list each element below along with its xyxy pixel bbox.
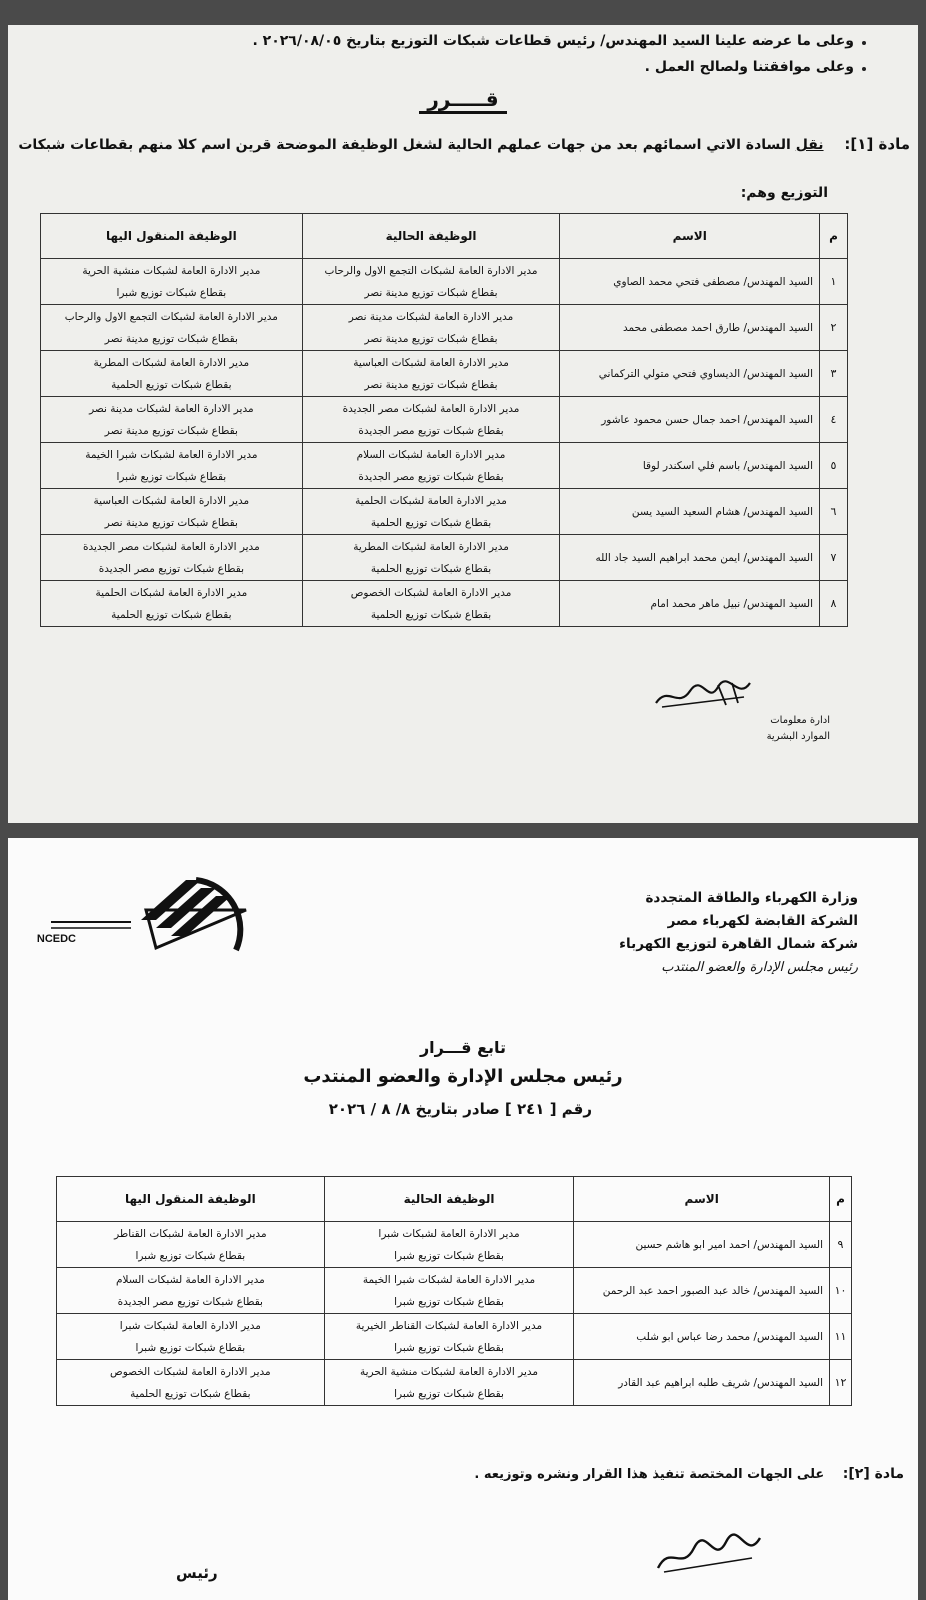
new-job: مدير الادارة العامة لشبكات السلام بقطاع شبكات توزيع مصر الجديدة: [57, 1268, 325, 1314]
current-job: مدير الادارة العامة لشبكات الخصوص بقطاع شبكات توزيع الحلمية: [302, 581, 560, 627]
table-header-row: [41, 214, 848, 259]
col-header-name: الاسم: [574, 1177, 830, 1222]
new-job: مدير الادارة العامة لشبكات العباسية بقطاع شبكات توزيع مدينة نصر: [41, 489, 303, 535]
table-row: [57, 1222, 852, 1268]
decision-title: قـــــرر: [8, 87, 918, 111]
col-header-number: م: [830, 1177, 852, 1222]
company-header: شركة شمال القاهرة لتوزيع الكهرباء: [619, 936, 858, 952]
new-job: مدير الادارة العامة لشبكات التجمع الاول والرحاب بقطاع شبكات توزيع مدينة نصر: [41, 305, 303, 351]
table-row: [41, 351, 848, 397]
table-row: [57, 1268, 852, 1314]
table-header-row: [57, 1177, 852, 1222]
document-page-top: [8, 25, 918, 823]
employee-name: السيد المهندس/ طارق احمد مصطفى محمد: [560, 305, 820, 351]
employee-name: السيد المهندس/ نبيل ماهر محمد امام: [560, 581, 820, 627]
row-number: ٢: [820, 305, 848, 351]
transfer-table-2: [56, 1176, 852, 1406]
handwritten-signature: [648, 675, 758, 715]
current-job: مدير الادارة العامة لشبكات المطرية بقطاع شبكات توزيع الحلمية: [302, 535, 560, 581]
follow-decision-title: تابع قـــرار: [419, 1038, 507, 1057]
table-row: [41, 443, 848, 489]
chairman-handwritten-header: رئيس مجلس الإدارة والعضو المنتدب: [661, 960, 858, 975]
row-number: ١: [820, 259, 848, 305]
bullet-icon: [862, 41, 866, 45]
article-2-label: مادة [٢]:: [842, 1466, 904, 1482]
current-job: مدير الادارة العامة لشبكات مدينة نصر بقطاع شبكات توزيع مدينة نصر: [302, 305, 560, 351]
employee-name: السيد المهندس/ ايمن محمد ابراهيم السيد جاد الله: [560, 535, 820, 581]
new-job: مدير الادارة العامة لشبكات القناطر بقطاع شبكات توزيع شبرا: [57, 1222, 325, 1268]
preamble-line-2: وعلى موافقتنا ولصالح العمل .: [644, 59, 854, 75]
col-header-name: الاسم: [560, 214, 820, 259]
current-job: مدير الادارة العامة لشبكات التجمع الاول والرحاب بقطاع شبكات توزيع مدينة نصر: [302, 259, 560, 305]
col-header-number: م: [820, 214, 848, 259]
employee-name: السيد المهندس/ خالد عبد الصبور احمد عبد الرحمن: [574, 1268, 830, 1314]
employee-name: السيد المهندس/ احمد امير ابو هاشم حسين: [574, 1222, 830, 1268]
article-1-continuation: التوزيع وهم:: [740, 185, 828, 201]
preamble-line-1: وعلى ما عرضه علينا السيد المهندس/ رئيس قطاعات شبكات التوزيع بتاريخ ٢٠٢٦/٠٨/٠٥ .: [252, 33, 854, 49]
ministry-header: وزارة الكهرباء والطاقة المتجددة: [645, 890, 858, 906]
new-job: مدير الادارة العامة لشبكات مدينة نصر بقطاع شبكات توزيع مدينة نصر: [41, 397, 303, 443]
row-number: ١١: [830, 1314, 852, 1360]
table-row: [41, 397, 848, 443]
new-job: مدير الادارة العامة لشبكات المطرية بقطاع شبكات توزيع الحلمية: [41, 351, 303, 397]
row-number: ٥: [820, 443, 848, 489]
row-number: ٦: [820, 489, 848, 535]
holding-company-header: الشركة القابضة لكهرباء مصر: [667, 913, 858, 929]
employee-name: السيد المهندس/ باسم فلي اسكندر لوقا: [560, 443, 820, 489]
table-row: [41, 305, 848, 351]
col-header-current-job: الوظيفة الحالية: [324, 1177, 574, 1222]
row-number: ١٠: [830, 1268, 852, 1314]
new-job: مدير الادارة العامة لشبكات الخصوص بقطاع شبكات توزيع الحلمية: [57, 1360, 325, 1406]
article-2-text: على الجهات المختصة تنفيذ هذا القرار ونشره وتوزيعه .: [474, 1467, 825, 1482]
chairman-title: رئيس مجلس الإدارة والعضو المنتدب: [303, 1066, 623, 1087]
row-number: ٣: [820, 351, 848, 397]
table-row: [57, 1314, 852, 1360]
table-row: [57, 1360, 852, 1406]
employee-name: السيد المهندس/ هشام السعيد السيد يسن: [560, 489, 820, 535]
table-row: [41, 535, 848, 581]
row-number: ٧: [820, 535, 848, 581]
current-job: مدير الادارة العامة لشبكات منشية الحرية بقطاع شبكات توزيع شبرا: [324, 1360, 574, 1406]
col-header-new-job: الوظيفة المنقول اليها: [41, 214, 303, 259]
article-1-text: السادة الاتي اسمائهم بعد من جهات عملهم الحالية لشغل الوظيفة الموضحة قرين اسم كلا منهم بقطاعات شبكات: [18, 137, 791, 153]
employee-name: السيد المهندس/ شريف طلبه ابراهيم عبد القادر: [574, 1360, 830, 1406]
new-job: مدير الادارة العامة لشبكات منشية الحرية بقطاع شبكات توزيع شبرا: [41, 259, 303, 305]
decision-reference: رقم [ ٢٤١ ] صادر بتاريخ ٨/ ٨ / ٢٠٢٦: [328, 1100, 592, 1118]
current-job: مدير الادارة العامة لشبكات مصر الجديدة بقطاع شبكات توزيع مصر الجديدة: [302, 397, 560, 443]
article-1: [18, 135, 910, 153]
row-number: ١٢: [830, 1360, 852, 1406]
employee-name: السيد المهندس/ محمد رضا عباس ابو شلب: [574, 1314, 830, 1360]
svg-text:NCEDC: NCEDC: [36, 933, 76, 945]
current-job: مدير الادارة العامة لشبكات شبرا الخيمة بقطاع شبكات توزيع شبرا: [324, 1268, 574, 1314]
president-label: رئيس: [176, 1564, 218, 1582]
article-1-label: مادة [١]:: [844, 135, 910, 153]
current-job: مدير الادارة العامة لشبكات القناطر الخيرية بقطاع شبكات توزيع شبرا: [324, 1314, 574, 1360]
article-1-keyword: نقل: [795, 137, 824, 153]
current-job: مدير الادارة العامة لشبكات شبرا بقطاع شبكات توزيع شبرا: [324, 1222, 574, 1268]
new-job: مدير الادارة العامة لشبكات شبرا الخيمة بقطاع شبكات توزيع شبرا: [41, 443, 303, 489]
new-job: مدير الادارة العامة لشبكات شبرا بقطاع شبكات توزيع شبرا: [57, 1314, 325, 1360]
table-row: [41, 259, 848, 305]
row-number: ٤: [820, 397, 848, 443]
new-job: مدير الادارة العامة لشبكات مصر الجديدة بقطاع شبكات توزيع مصر الجديدة: [41, 535, 303, 581]
transfer-table-1: [40, 213, 848, 627]
current-job: مدير الادارة العامة لشبكات العباسية بقطاع شبكات توزيع مدينة نصر: [302, 351, 560, 397]
row-number: ٨: [820, 581, 848, 627]
row-number: ٩: [830, 1222, 852, 1268]
table-row: [41, 581, 848, 627]
current-job: مدير الادارة العامة لشبكات السلام بقطاع شبكات توزيع مصر الجديدة: [302, 443, 560, 489]
employee-name: السيد المهندس/ احمد جمال حسن محمود عاشور: [560, 397, 820, 443]
col-header-new-job: الوظيفة المنقول اليها: [57, 1177, 325, 1222]
signature-note: ادارة معلومات الموارد البشرية: [766, 715, 830, 742]
bullet-icon: [862, 67, 866, 71]
company-logo: [36, 870, 266, 960]
document-page-bottom: [8, 838, 918, 1600]
table-row: [41, 489, 848, 535]
handwritten-signature: [648, 1528, 768, 1578]
employee-name: السيد المهندس/ مصطفى فتحي محمد الصاوي: [560, 259, 820, 305]
article-2: [474, 1466, 904, 1482]
employee-name: السيد المهندس/ الديساوي فتحي متولي التركماني: [560, 351, 820, 397]
new-job: مدير الادارة العامة لشبكات الحلمية بقطاع شبكات توزيع الحلمية: [41, 581, 303, 627]
col-header-current-job: الوظيفة الحالية: [302, 214, 560, 259]
current-job: مدير الادارة العامة لشبكات الحلمية بقطاع شبكات توزيع الحلمية: [302, 489, 560, 535]
